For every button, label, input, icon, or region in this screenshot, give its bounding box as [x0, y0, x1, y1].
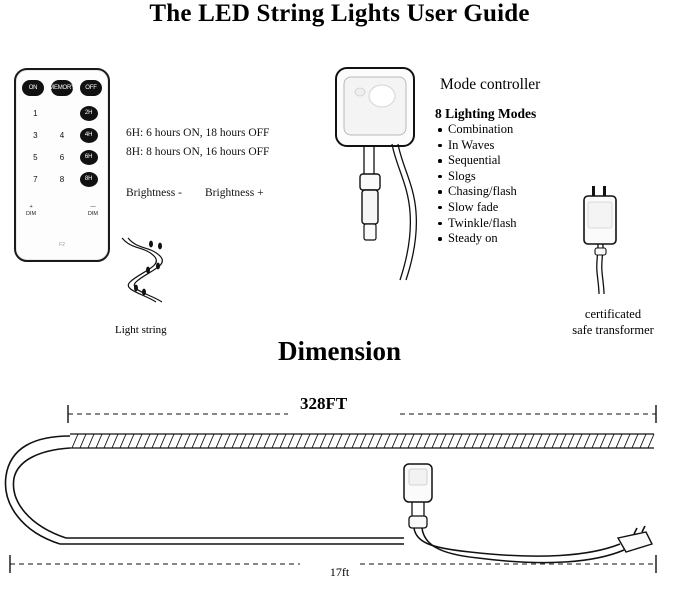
list-item: Sequential	[437, 153, 517, 169]
remote-key-3[interactable]: 3	[33, 130, 38, 140]
list-item: Slow fade	[437, 200, 517, 216]
remote-key-4[interactable]: 4	[59, 130, 65, 140]
length-dimension-label: 328FT	[300, 394, 348, 413]
remote-timer-4h[interactable]: 4H	[80, 128, 98, 143]
list-item: Twinkle/flash	[437, 216, 517, 232]
remote-key-1[interactable]: 1	[33, 108, 38, 118]
list-item: Steady on	[437, 231, 517, 247]
label-brightness-minus: Brightness -	[126, 187, 182, 199]
note-timer-8h: 8H: 8 hours ON, 16 hours OFF	[126, 146, 270, 158]
width-dimension-label: 17ft	[329, 565, 350, 579]
remote-key-5[interactable]: 5	[33, 152, 38, 162]
remote-key-6[interactable]: 6	[59, 152, 65, 162]
transformer-label-line1: certificated	[584, 307, 642, 321]
dim-down-label: DIM	[87, 211, 98, 218]
dim-up-label: DIM	[26, 211, 37, 218]
light-string-illustration	[115, 236, 190, 336]
remote-top-button-row	[22, 80, 102, 96]
remote-keypad	[22, 104, 102, 188]
transformer-illustration	[578, 186, 622, 296]
mode-controller-illustration	[330, 66, 434, 296]
remote-dim-down[interactable]	[88, 204, 98, 218]
remote-key-8[interactable]: 8	[59, 174, 65, 184]
remote-dim-row	[26, 204, 98, 218]
note-timer-6h: 6H: 6 hours ON, 18 hours OFF	[126, 127, 270, 139]
remote-on-button[interactable]: ON	[22, 80, 44, 96]
remote-memory-button[interactable]: MEMORY	[51, 80, 73, 96]
remote-timer-6h[interactable]: 6H	[80, 150, 98, 165]
lighting-modes-list	[437, 122, 517, 247]
dimension-drawing	[0, 392, 679, 585]
transformer-label	[548, 306, 678, 338]
remote-timer-2h[interactable]: 2H	[80, 106, 98, 121]
remote-control	[14, 68, 110, 262]
dim-down-sign: —	[90, 204, 96, 211]
mode-controller-icon	[330, 66, 434, 296]
lighting-modes-heading: 8 Lighting Modes	[435, 106, 537, 121]
remote-brand-mark: F2	[59, 242, 65, 248]
list-item: Combination	[437, 122, 517, 138]
remote-timer-8h[interactable]: 8H	[80, 172, 98, 187]
light-string-icon	[118, 236, 190, 336]
label-brightness-plus: Brightness +	[205, 187, 264, 199]
dimension-heading: Dimension	[277, 336, 402, 366]
transformer-label-line2: safe transformer	[572, 323, 654, 337]
light-string-label: Light string	[115, 324, 167, 336]
mode-controller-title: Mode controller	[440, 76, 541, 93]
transformer-icon	[578, 186, 622, 296]
remote-key-7[interactable]: 7	[33, 174, 38, 184]
page-title: The LED String Lights User Guide	[149, 0, 530, 27]
list-item: Slogs	[437, 169, 517, 185]
remote-dim-up[interactable]	[26, 204, 36, 218]
list-item: Chasing/flash	[437, 184, 517, 200]
dim-up-sign: +	[29, 204, 33, 211]
dimension-diagram	[0, 392, 679, 585]
list-item: In Waves	[437, 138, 517, 154]
remote-off-button[interactable]: OFF	[80, 80, 102, 96]
